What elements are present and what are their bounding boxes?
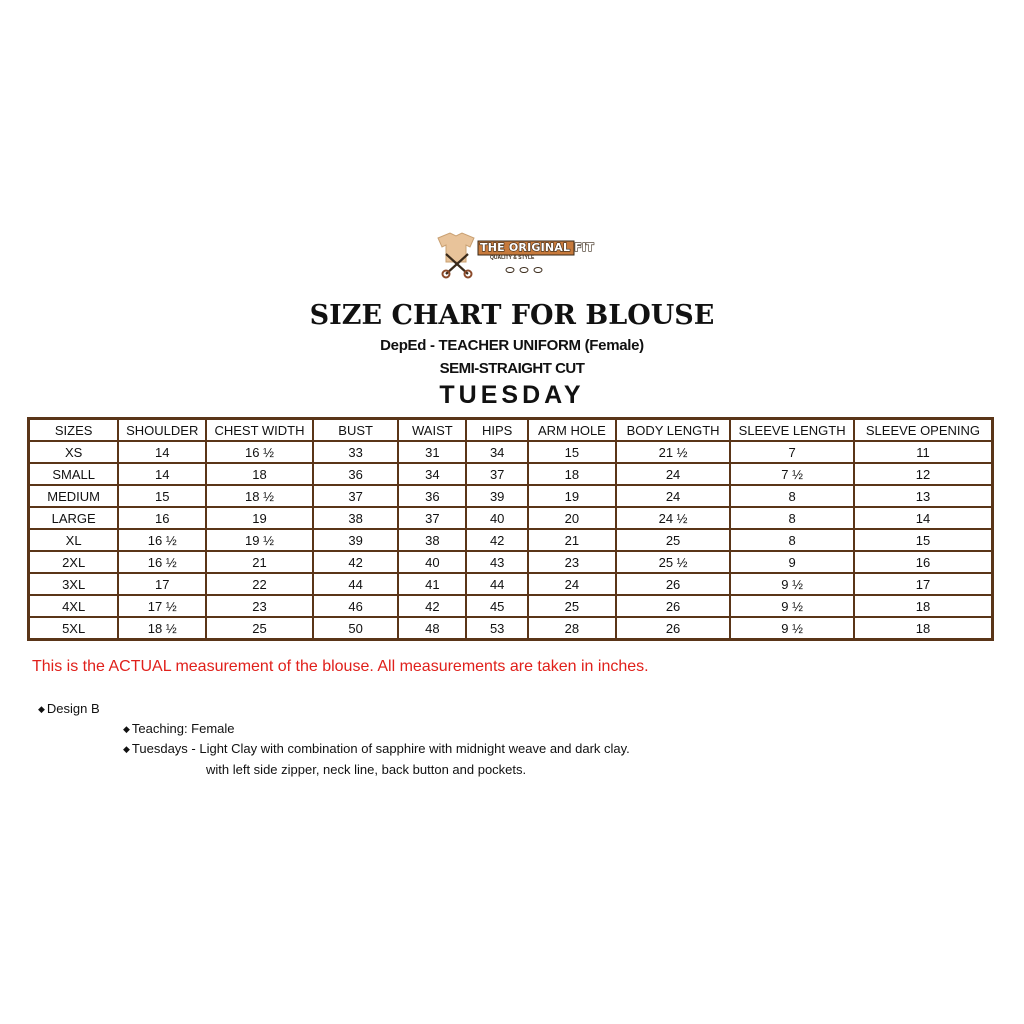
page-subtitle: DepEd - TEACHER UNIFORM (Female) [380, 337, 644, 354]
measurement-cell: 39 [466, 485, 528, 507]
measurement-cell: 38 [398, 529, 466, 551]
measurement-cell: 42 [398, 595, 466, 617]
brand-logo [434, 230, 594, 280]
measurement-cell: 42 [313, 551, 399, 573]
measurement-cell: 25 [616, 529, 731, 551]
measurement-cell: 18 [854, 595, 993, 617]
column-header: BUST [313, 419, 399, 442]
measurement-cell: 15 [854, 529, 993, 551]
measurement-cell: 12 [854, 463, 993, 485]
measurement-cell: 37 [398, 507, 466, 529]
measurement-cell: 8 [730, 507, 854, 529]
tuesdays-cont-line [206, 762, 526, 777]
measurement-cell: 34 [466, 441, 528, 463]
tuesdays-line [123, 741, 630, 756]
measurement-cell: 14 [854, 507, 993, 529]
measurement-cell: 19 [206, 507, 313, 529]
measurement-cell: 21 [206, 551, 313, 573]
measurement-cell: 40 [466, 507, 528, 529]
measurement-cell: 16 [118, 507, 206, 529]
measurement-cell: 21 [528, 529, 616, 551]
measurement-cell: 23 [528, 551, 616, 573]
table-row [29, 595, 993, 617]
table-body [29, 441, 993, 640]
measurement-cell: 33 [313, 441, 399, 463]
measurement-cell: 20 [528, 507, 616, 529]
measurement-cell: 28 [528, 617, 616, 640]
table-row [29, 463, 993, 485]
measurement-cell: 26 [616, 595, 731, 617]
day-label: TUESDAY [439, 381, 585, 409]
measurement-cell: 34 [398, 463, 466, 485]
measurement-cell: 9 ½ [730, 617, 854, 640]
column-header: WAIST [398, 419, 466, 442]
measurement-cell: 25 [206, 617, 313, 640]
measurement-cell: 23 [206, 595, 313, 617]
measurement-cell: 18 [854, 617, 993, 640]
table-row [29, 441, 993, 463]
design-label-line [38, 701, 100, 716]
measurement-cell: 11 [854, 441, 993, 463]
table-row [29, 529, 993, 551]
measurement-cell: 50 [313, 617, 399, 640]
size-cell: MEDIUM [29, 485, 119, 507]
measurement-note: This is the ACTUAL measurement of the blouse. All measurements are taken in inches. [32, 658, 649, 675]
measurement-cell: 42 [466, 529, 528, 551]
logo-tagline: QUALITY & STYLE [490, 255, 535, 261]
cut-label: SEMI-STRAIGHT CUT [439, 360, 585, 377]
size-cell: 5XL [29, 617, 119, 640]
table-row [29, 573, 993, 595]
measurement-cell: 36 [313, 463, 399, 485]
diamond-bullet-icon: ◆ [38, 704, 45, 714]
measurement-cell: 45 [466, 595, 528, 617]
column-header: HIPS [466, 419, 528, 442]
column-header: ARM HOLE [528, 419, 616, 442]
measurement-cell: 7 ½ [730, 463, 854, 485]
measurement-cell: 31 [398, 441, 466, 463]
measurement-cell: 18 ½ [118, 617, 206, 640]
size-cell: SMALL [29, 463, 119, 485]
teaching-text: Teaching: Female [131, 721, 235, 736]
size-cell: LARGE [29, 507, 119, 529]
measurement-cell: 18 [206, 463, 313, 485]
table-row [29, 551, 993, 573]
column-header: SIZES [29, 419, 119, 442]
measurement-cell: 15 [118, 485, 206, 507]
size-table [27, 417, 994, 641]
measurement-cell: 24 ½ [616, 507, 731, 529]
measurement-cell: 24 [616, 485, 731, 507]
measurement-cell: 9 [730, 551, 854, 573]
measurement-cell: 37 [466, 463, 528, 485]
size-cell: XL [29, 529, 119, 551]
size-cell: XS [29, 441, 119, 463]
measurement-cell: 17 [118, 573, 206, 595]
column-header: SLEEVE LENGTH [730, 419, 854, 442]
measurement-cell: 16 ½ [206, 441, 313, 463]
measurement-cell: 9 ½ [730, 573, 854, 595]
size-cell: 3XL [29, 573, 119, 595]
column-header: CHEST WIDTH [206, 419, 313, 442]
measurement-cell: 7 [730, 441, 854, 463]
measurement-cell: 17 ½ [118, 595, 206, 617]
measurement-cell: 8 [730, 485, 854, 507]
column-header: SLEEVE OPENING [854, 419, 993, 442]
measurement-cell: 48 [398, 617, 466, 640]
measurement-cell: 21 ½ [616, 441, 731, 463]
teaching-line [123, 721, 235, 736]
measurement-cell: 24 [616, 463, 731, 485]
measurement-cell: 8 [730, 529, 854, 551]
measurement-cell: 19 ½ [206, 529, 313, 551]
measurement-cell: 25 [528, 595, 616, 617]
measurement-cell: 19 [528, 485, 616, 507]
size-cell: 2XL [29, 551, 119, 573]
measurement-cell: 41 [398, 573, 466, 595]
measurement-cell: 22 [206, 573, 313, 595]
measurement-cell: 18 [528, 463, 616, 485]
measurement-cell: 36 [398, 485, 466, 507]
measurement-cell: 9 ½ [730, 595, 854, 617]
measurement-cell: 15 [528, 441, 616, 463]
measurement-cell: 44 [466, 573, 528, 595]
tuesdays-cont-text: with left side zipper, neck line, back button and pockets. [206, 762, 527, 777]
column-header: SHOULDER [118, 419, 206, 442]
diamond-bullet-icon: ◆ [123, 744, 130, 754]
diamond-bullet-icon: ◆ [123, 724, 130, 734]
measurement-cell: 14 [118, 441, 206, 463]
table-header-row [29, 419, 993, 442]
measurement-cell: 26 [616, 617, 731, 640]
measurement-cell: 13 [854, 485, 993, 507]
logo-name: THE ORIGINAL FIT [480, 241, 594, 254]
measurement-cell: 40 [398, 551, 466, 573]
measurement-cell: 16 ½ [118, 529, 206, 551]
measurement-cell: 16 ½ [118, 551, 206, 573]
measurement-cell: 25 ½ [616, 551, 731, 573]
measurement-cell: 46 [313, 595, 399, 617]
measurement-cell: 37 [313, 485, 399, 507]
measurement-cell: 18 ½ [206, 485, 313, 507]
measurement-cell: 53 [466, 617, 528, 640]
measurement-cell: 39 [313, 529, 399, 551]
table-row [29, 485, 993, 507]
tuesdays-text: Tuesdays - Light Clay with combination of sapphire with midnight weave and dark clay. [131, 741, 630, 756]
column-header: BODY LENGTH [616, 419, 731, 442]
measurement-cell: 44 [313, 573, 399, 595]
design-label: Design B [46, 701, 100, 716]
size-cell: 4XL [29, 595, 119, 617]
measurement-cell: 26 [616, 573, 731, 595]
page-title: SIZE CHART FOR BLOUSE [309, 300, 715, 331]
table-row [29, 617, 993, 640]
measurement-cell: 16 [854, 551, 993, 573]
measurement-cell: 43 [466, 551, 528, 573]
measurement-cell: 38 [313, 507, 399, 529]
measurement-cell: 17 [854, 573, 993, 595]
table-row [29, 507, 993, 529]
measurement-cell: 14 [118, 463, 206, 485]
measurement-cell: 24 [528, 573, 616, 595]
